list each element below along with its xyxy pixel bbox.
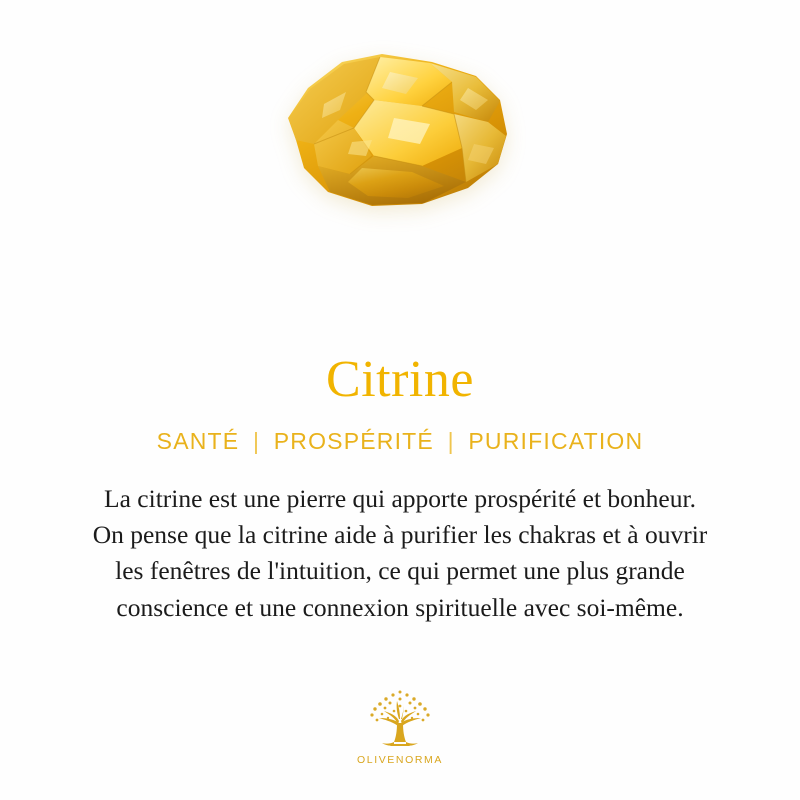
- keyword-list: [157, 428, 644, 455]
- description-line: conscience et une connexion spirituelle avec soi-même.: [116, 592, 684, 622]
- keyword-2: PROSPÉRITÉ: [273, 428, 434, 454]
- description-line: On pense que la citrine aide à purifier les chakras et à ouvrir: [92, 520, 708, 550]
- citrine-stone-image: [262, 48, 527, 223]
- description-line: La citrine est une pierre qui apporte prospérité et bonheur.: [104, 484, 696, 513]
- brand-logo: [0, 687, 800, 766]
- description-line: les fenêtres de l'intuition, ce qui permet une plus grande: [115, 556, 685, 586]
- stone-image-area: [0, 0, 800, 330]
- brand-wordmark: OLIVENORMA: [356, 754, 443, 766]
- description-text: [20, 481, 780, 626]
- keyword-separator-2: |: [447, 428, 455, 454]
- keyword-separator-1: |: [252, 428, 261, 454]
- keyword-3: PURIFICATION: [468, 428, 644, 454]
- citrine-raw-stone-icon: [262, 48, 527, 223]
- keyword-1: SANTÉ: [156, 428, 240, 454]
- page-title: Citrine: [326, 351, 474, 408]
- tree-of-life-icon: [352, 687, 448, 751]
